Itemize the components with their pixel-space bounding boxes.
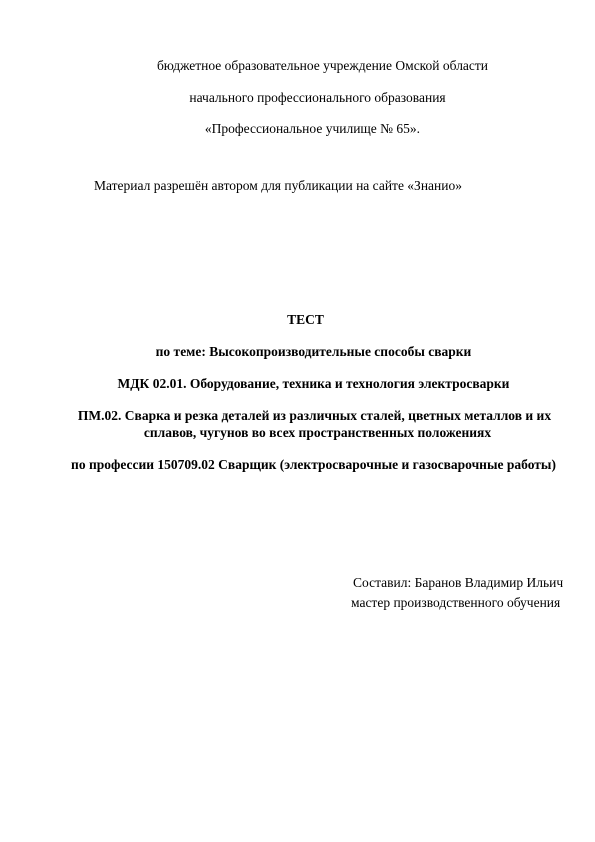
pm-line-1: ПМ.02. Сварка и резка деталей из различных сталей, цветных металлов и их [77, 408, 552, 423]
institution-line-2: начального профессионального образования [189, 90, 446, 105]
institution-line-3: «Профессиональное училище № 65». [204, 121, 421, 136]
topic-line: по теме: Высокопроизводительные способы сварки [155, 344, 472, 359]
pm-line-2: сплавов, чугунов во всех пространственных положениях [143, 425, 492, 440]
permission-note: Материал разрешён автором для публикации на сайте «Знанио» [94, 178, 462, 193]
profession-line: по профессии 150709.02 Сварщик (электросварочные и газосварочные работы) [71, 457, 556, 472]
mdk-line: МДК 02.01. Оборудование, техника и технология электросварки [117, 376, 510, 391]
document-title: ТЕСТ [287, 312, 324, 327]
author-position: мастер производственного обучения [351, 595, 561, 610]
author-line: Составил: Баранов Владимир Ильич [353, 575, 564, 590]
institution-line-1: бюджетное образовательное учреждение Омской области [156, 58, 489, 73]
